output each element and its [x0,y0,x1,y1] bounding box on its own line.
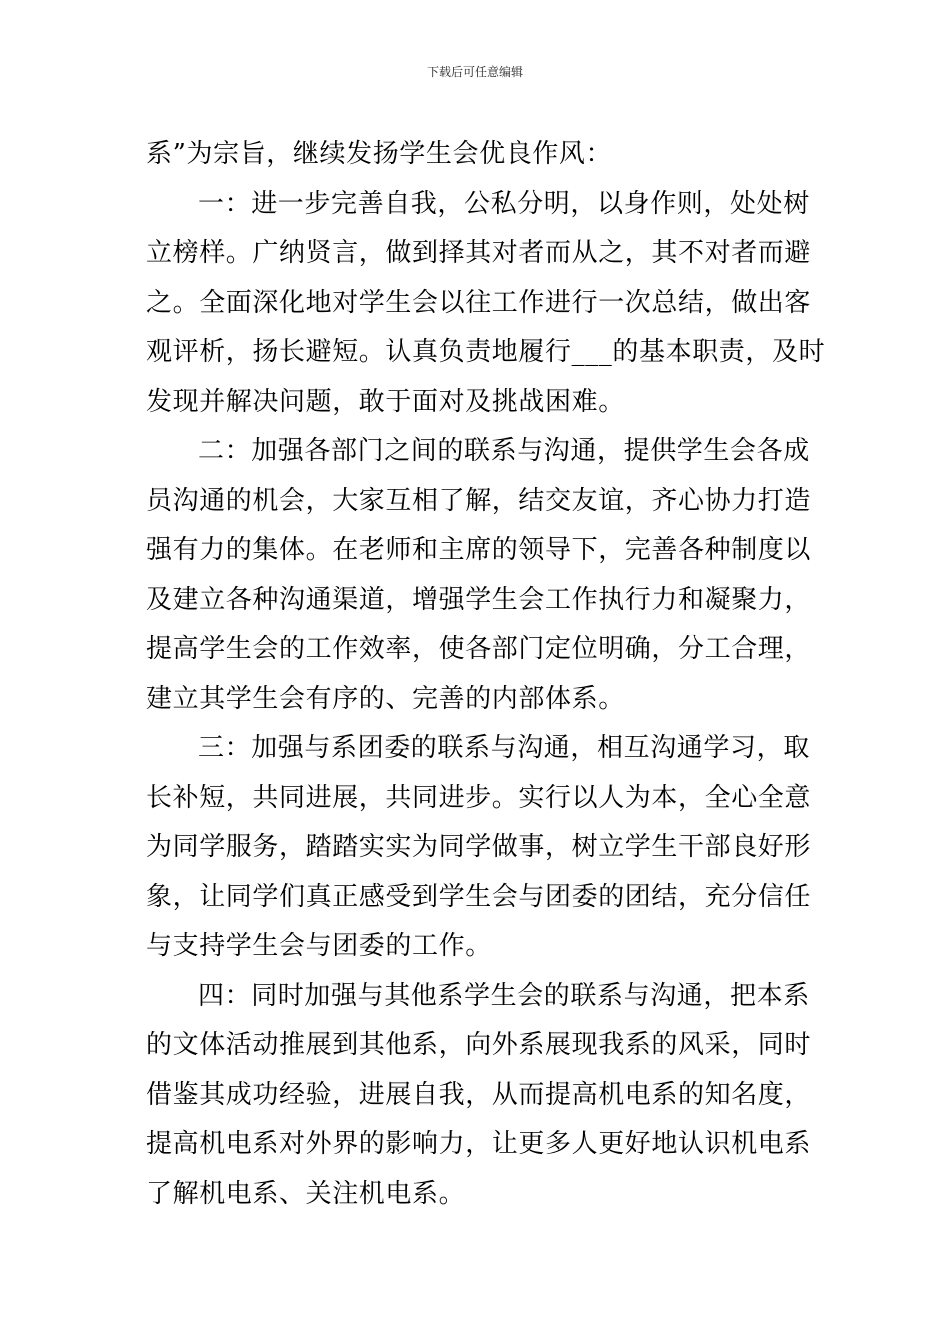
text-line: 提高机电系对外界的影响力，让更多人更好地认识机电系 [146,1129,812,1159]
text-line: 强有力的集体。在老师和主席的领导下，完善各种制度以 [146,535,812,565]
text-line: 建立其学生会有序的、完善的内部体系。 [146,683,625,714]
text-line: 了解机电系、关注机电系。 [146,1178,466,1209]
text-line: 提高学生会的工作效率，使各部门定位明确，分工合理， [146,634,812,664]
text-line: 的文体活动推展到其他系，向外系展现我系的风采，同时 [146,1030,812,1060]
text-line: 借鉴其成功经验，进展自我，从而提高机电系的知名度， [146,1079,812,1110]
text-line: 一：进一步完善自我，公私分明，以身作则，处处树 [198,188,810,219]
text-line: 员沟通的机会，大家互相了解，结交友谊，齐心协力打造 [146,485,812,516]
text-line: 发现并解决问题，敢于面对及挑战困难。 [146,386,625,417]
text-line: 立榜样。广纳贤言，做到择其对者而从之，其不对者而避 [146,238,812,268]
page-header: 下载后可任意编辑 [426,65,523,79]
text-line: 及建立各种沟通渠道，增强学生会工作执行力和凝聚力， [146,584,812,615]
body-text [146,130,826,1219]
text-line: 之。全面深化地对学生会以往工作进行一次总结，做出客 [146,287,812,318]
text-line: 二：加强各部门之间的联系与沟通，提供学生会各成 [198,436,810,466]
text-line: 四：同时加强与其他系学生会的联系与沟通，把本系 [198,980,810,1011]
text-line: 观评析，扬长避短。认真负责地履行___的基本职责，及时 [146,337,826,367]
text-line: 与支持学生会与团委的工作。 [146,931,492,961]
text-line: 系”为宗旨，继续发扬学生会优良作风： [146,139,613,169]
text-line: 象，让同学们真正感受到学生会与团委的团结，充分信任 [146,881,812,912]
text-line: 为同学服务，踏踏实实为同学做事，树立学生干部良好形 [146,832,812,862]
text-line: 三：加强与系团委的联系与沟通，相互沟通学习，取 [198,733,810,763]
text-line: 长补短，共同进展，共同进步。实行以人为本，全心全意 [146,782,812,813]
